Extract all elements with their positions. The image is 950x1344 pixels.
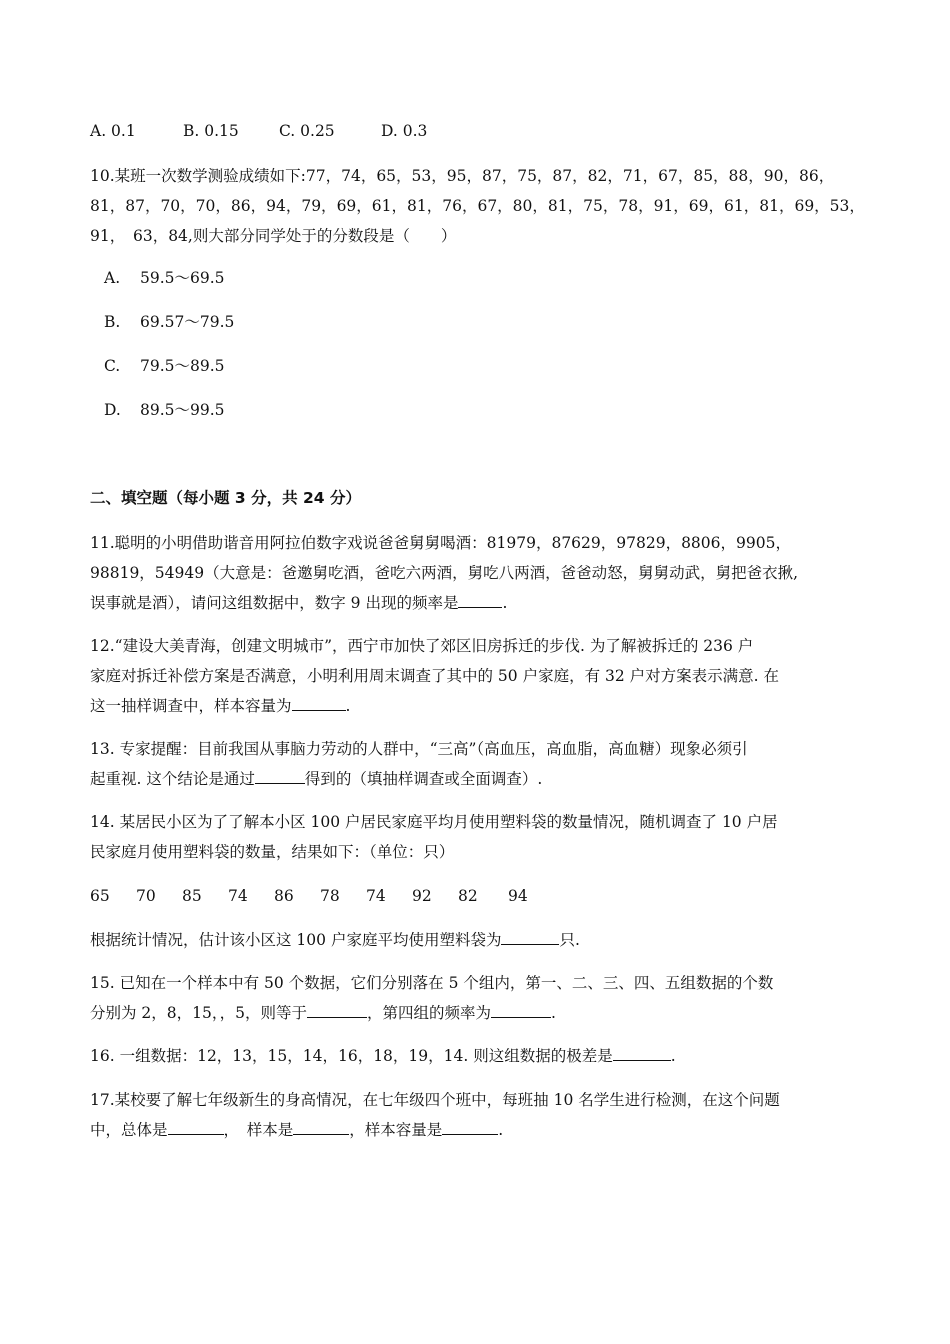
q10-line-3: 91， 63，84,则大部分同学处于的分数段是（ ） <box>90 227 457 245</box>
q17-answer-blank-1[interactable] <box>168 1120 224 1135</box>
q11-answer-blank[interactable] <box>458 593 502 608</box>
q12-line-1: 12.“建设大美青海，创建文明城市”，西宁市加快了郊区旧房拆迁的步伐. 为了解被拆迁的 236 户 <box>90 637 754 655</box>
q11-text: 误事就是酒），请问这组数据中，数字 9 出现的频率是 <box>90 594 459 612</box>
q9-option-a: A. 0.1 <box>90 122 136 140</box>
q11-line-2: 98819，54949（大意是：爸邀舅吃酒，爸吃六两酒，舅吃八两酒，爸爸动怒，舅舅动武，舅把爸衣揪, <box>90 564 799 582</box>
q12-end: . <box>345 697 351 715</box>
q14-text: 根据统计情况，估计该小区这 100 户家庭平均使用塑料袋为 <box>90 931 502 949</box>
q15-line-2 <box>90 1003 556 1023</box>
q14-value: 78 <box>320 887 340 905</box>
q10-option-b-letter: B. <box>104 313 121 331</box>
q14-line-1: 14. 某居民小区为了了解本小区 100 户居民家庭平均月使用塑料袋的数量情况，随机调查了 10 户居 <box>90 813 778 831</box>
q13-line-2 <box>90 769 542 789</box>
q17-end: . <box>498 1121 504 1139</box>
q16-end: . <box>670 1047 676 1065</box>
q13-text: 起重视. 这个结论是通过 <box>90 770 255 788</box>
q10-option-a <box>104 268 225 288</box>
q14-value: 94 <box>508 887 528 905</box>
q9-options <box>90 121 427 141</box>
q10-option-c-text: 79.5～89.5 <box>140 357 225 375</box>
q10-option-a-text: 59.5～69.5 <box>140 269 225 287</box>
q10-option-d <box>104 400 225 420</box>
q12-answer-blank[interactable] <box>292 696 346 711</box>
q14-value: 85 <box>182 887 202 905</box>
q10-option-b <box>104 312 234 332</box>
q15-answer-blank-2[interactable] <box>491 1003 551 1018</box>
q14-end: 只. <box>559 931 580 949</box>
q16-line-1 <box>90 1046 676 1066</box>
q10-option-a-letter: A. <box>104 269 121 287</box>
q17-text: 中，总体是 <box>90 1121 168 1139</box>
q14-value: 82 <box>458 887 478 905</box>
q10-option-b-text: 69.57～79.5 <box>140 313 235 331</box>
q14-data-row <box>90 886 528 906</box>
q10-option-d-text: 89.5～99.5 <box>140 401 225 419</box>
q17-text-mid-2: ，样本容量是 <box>349 1121 443 1139</box>
q13-answer-blank[interactable] <box>255 769 305 784</box>
q14-answer-blank[interactable] <box>501 930 559 945</box>
q14-value: 86 <box>274 887 294 905</box>
q12-text: 这一抽样调查中，样本容量为 <box>90 697 292 715</box>
q14-value: 70 <box>136 887 156 905</box>
q14-value: 65 <box>90 887 110 905</box>
q14-value: 92 <box>412 887 432 905</box>
q15-text: 分别为 2，8，15，，5，则等于 <box>90 1004 307 1022</box>
q9-option-d: D. 0.3 <box>381 122 428 140</box>
q11-line-3 <box>90 593 507 613</box>
q14-line-3 <box>90 930 580 950</box>
q15-line-1: 15. 已知在一个样本中有 50 个数据，它们分别落在 5 个组内，第一、二、三、四、五组数据的个数 <box>90 974 774 992</box>
q17-line-2 <box>90 1120 503 1140</box>
q13-text-end: 得到的（填抽样调查或全面调查）. <box>304 770 543 788</box>
q15-text-mid: ，第四组的频率为 <box>367 1004 492 1022</box>
q14-line-2: 民家庭月使用塑料袋的数量，结果如下：（单位：只） <box>90 843 455 861</box>
q11-end: . <box>502 594 508 612</box>
q10-line-1: 10.某班一次数学测验成绩如下:77，74，65，53，95，87，75，87，82，71，67，85，88，90，86， <box>90 167 835 185</box>
q11-line-1: 11.聪明的小明借助谐音用阿拉伯数字戏说爸爸舅舅喝酒：81979，87629，97829，8806，9905， <box>90 534 791 552</box>
q13-line-1: 13. 专家提醒：目前我国从事脑力劳动的人群中，“三高”（高血压，高血脂，高血糖）现象必须引 <box>90 740 748 758</box>
q17-answer-blank-3[interactable] <box>442 1120 498 1135</box>
q12-line-3 <box>90 696 350 716</box>
q15-answer-blank-1[interactable] <box>307 1003 367 1018</box>
q17-answer-blank-2[interactable] <box>293 1120 349 1135</box>
q12-line-2: 家庭对拆迁补偿方案是否满意，小明利用周末调查了其中的 50 户家庭，有 32 户对方案表示满意. 在 <box>90 667 780 685</box>
q9-option-c: C. 0.25 <box>279 122 335 140</box>
q16-answer-blank[interactable] <box>613 1046 671 1061</box>
q14-value: 74 <box>228 887 248 905</box>
q9-option-b: B. 0.15 <box>183 122 239 140</box>
q15-end: . <box>551 1004 556 1022</box>
q10-option-c <box>104 356 225 376</box>
q14-value: 74 <box>366 887 386 905</box>
section-2-heading: 二、填空题（每小题 3 分，共 24 分） <box>90 489 361 507</box>
q10-line-2: 81，87，70，70，86，94，79，69，61，81，76，67，80，81，75，78，91，69，61，81，69，53， <box>90 197 865 215</box>
q10-option-d-letter: D. <box>104 401 121 419</box>
q17-text-mid-1: ， 样本是 <box>223 1121 294 1139</box>
q17-line-1: 17.某校要了解七年级新生的身高情况，在七年级四个班中，每班抽 10 名学生进行检测，在这个问题 <box>90 1091 780 1109</box>
q10-option-c-letter: C. <box>104 357 121 375</box>
q16-text: 16. 一组数据：12，13，15，14，16，18，19，14. 则这组数据的极差是 <box>90 1047 613 1065</box>
